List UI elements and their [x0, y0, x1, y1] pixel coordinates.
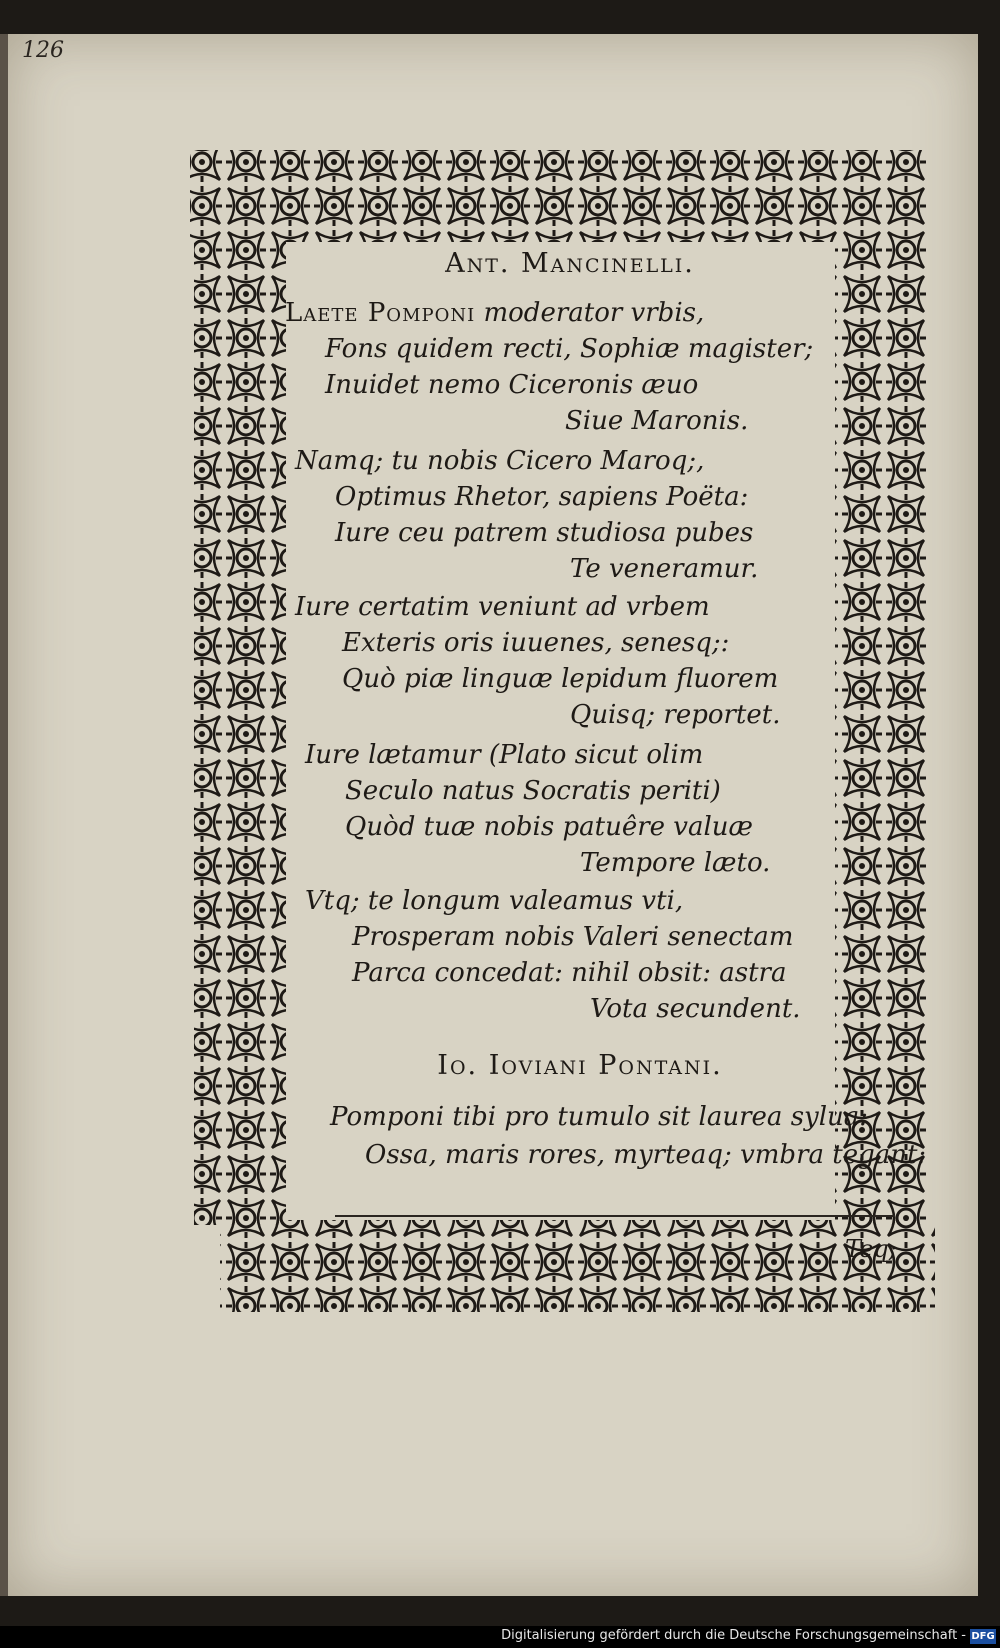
verse-line: Parca concedat: nihil obsit: astra — [352, 958, 787, 988]
digitization-footer — [0, 1626, 1000, 1648]
verse-line-lead: Laete Pomponi — [285, 298, 476, 328]
verse-line: Tempore læto. — [580, 848, 771, 878]
verse-line: Iure ceu patrem studiosa pubes — [335, 518, 754, 548]
catchword: Teq; — [845, 1235, 897, 1263]
verse-line: Exteris oris iuuenes, senesq;: — [342, 628, 730, 658]
dfg-logo-icon: DFG — [971, 1631, 995, 1642]
verse-line: Te veneramur. — [570, 554, 759, 584]
verse-line — [285, 298, 704, 328]
verse-line: Ossa, maris rores, myrteaq; vmbra tegant: — [365, 1140, 927, 1170]
verse-line: Iure lætamur (Plato sicut olim — [305, 740, 704, 770]
horizontal-rule — [335, 1215, 895, 1217]
verse-line: Prosperam nobis Valeri senectam — [352, 922, 794, 952]
verse-line: Optimus Rhetor, sapiens Poëta: — [335, 482, 749, 512]
verse-line: Siue Maronis. — [565, 406, 749, 436]
verse-line: Seculo natus Socratis periti) — [345, 776, 721, 806]
poem-heading: Io. Ioviani Pontani. — [437, 1050, 723, 1081]
verse-line: Vtq; te longum valeamus vti, — [305, 886, 684, 916]
poem-heading: Ant. Mancinelli. — [445, 248, 695, 279]
verse-line: Pomponi tibi pro tumulo sit laurea sylua: — [330, 1102, 869, 1132]
page-number: 126 — [22, 38, 64, 63]
verse-line: Fons quidem recti, Sophiæ magister; — [325, 334, 814, 364]
footer-text: Digitalisierung gefördert durch die Deutsche Forschungsgemeinschaft - — [501, 1628, 966, 1643]
verse-line: Vota secundent. — [590, 994, 801, 1024]
verse-line: Iure certatim veniunt ad vrbem — [295, 592, 710, 622]
verse-line: Inuidet nemo Ciceronis æuo — [325, 370, 699, 400]
verse-line: Namq; tu nobis Cicero Maroq;, — [295, 446, 705, 476]
verse-line: Quò piæ linguæ lepidum fluorem — [342, 664, 779, 694]
verse-line: Quòd tuæ nobis patuêre valuæ — [345, 812, 753, 842]
verse-line: Quisq; reportet. — [570, 700, 781, 730]
verse-line-rest: moderator vrbis, — [475, 298, 705, 328]
